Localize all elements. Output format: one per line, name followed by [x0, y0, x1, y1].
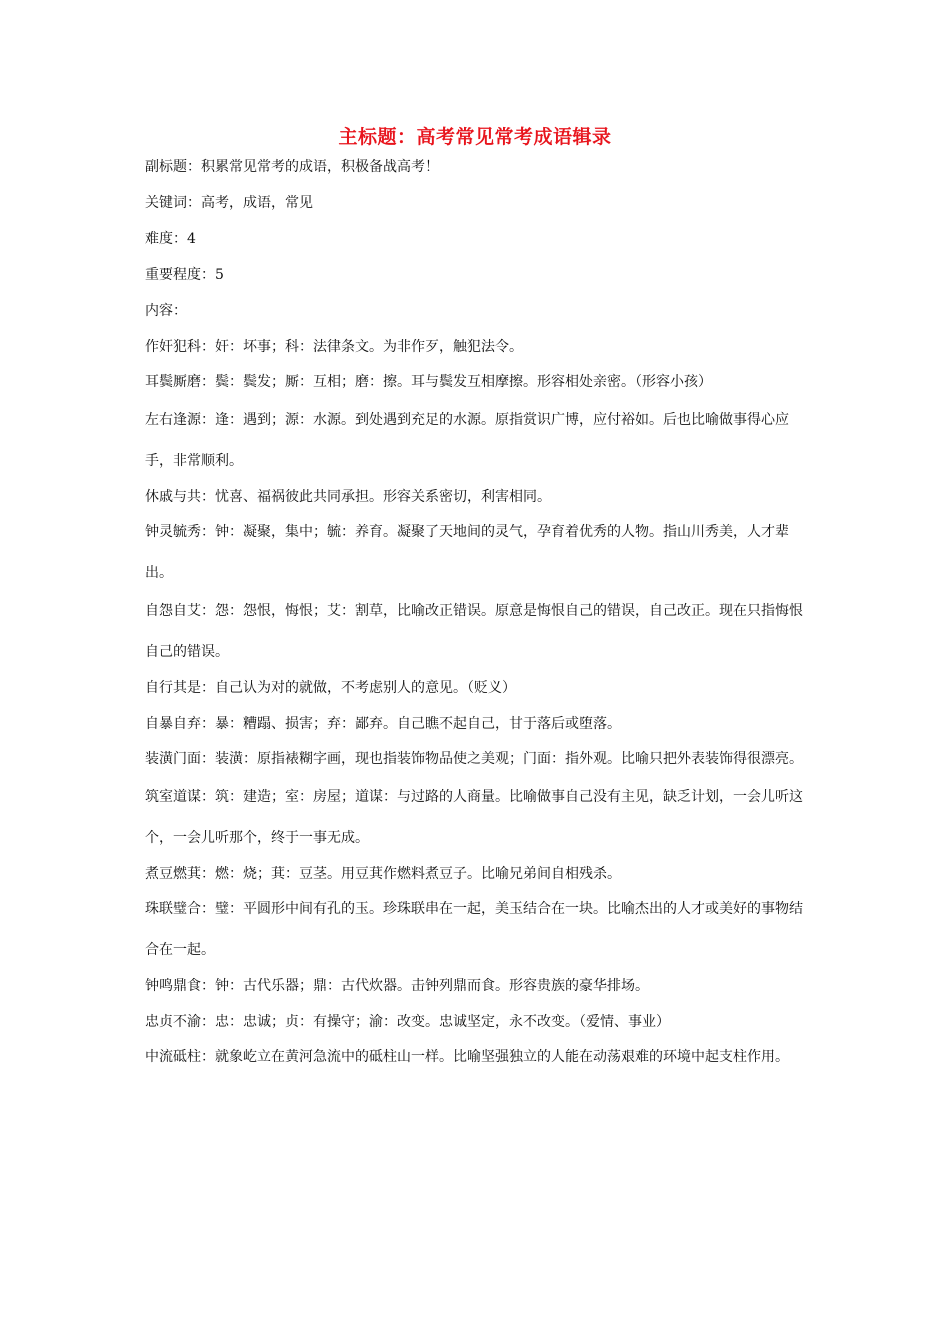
subtitle: 副标题：积累常见常考的成语，积极备战高考！ — [145, 159, 439, 175]
keywords: 关键词：高考，成语，常见 — [145, 195, 313, 211]
idiom-entry: 左右逢源：逢：遇到；源：水源。到处遇到充足的水源。原指赏识广博，应付裕如。后也比喻做事得心应手，非常顺利。 — [145, 412, 789, 469]
idiom-entry: 自怨自艾：怨：怨恨，悔恨；艾：割草，比喻改正错误。原意是悔恨自己的错误，自己改正。现在只指悔恨自己的错误。 — [145, 603, 803, 660]
idiom-entry: 珠联璧合：璧：平圆形中间有孔的玉。珍珠联串在一起，美玉结合在一块。比喻杰出的人才或美好的事物结合在一起。 — [145, 901, 803, 958]
idiom-entry: 耳鬓厮磨：鬓：鬓发；厮：互相；磨：擦。耳与鬓发互相摩擦。形容相处亲密。（形容小孩） — [145, 374, 712, 390]
idiom-entry: 钟灵毓秀：钟：凝聚，集中；毓：养育。凝聚了天地间的灵气，孕育着优秀的人物。指山川秀美，人才辈出。 — [145, 524, 789, 581]
idiom-entry: 钟鸣鼎食：钟：古代乐器；鼎：古代炊器。击钟列鼎而食。形容贵族的豪华排场。 — [145, 978, 649, 994]
idiom-entry: 自行其是：自己认为对的就做，不考虑别人的意见。（贬义） — [145, 680, 516, 696]
idiom-entry: 中流砥柱：就象屹立在黄河急流中的砥柱山一样。比喻坚强独立的人能在动荡艰难的环境中起支柱作用。 — [145, 1049, 789, 1065]
content-label: 内容： — [145, 303, 187, 319]
idiom-entry: 休戚与共：忧喜、福祸彼此共同承担。形容关系密切，利害相同。 — [145, 489, 551, 505]
idiom-entry: 忠贞不渝：忠：忠诚；贞：有操守；渝：改变。忠诚坚定，永不改变。（爱情、事业） — [145, 1014, 670, 1030]
main-title: 主标题：高考常见常考成语辑录 — [338, 126, 612, 148]
idiom-entry: 作奸犯科：奸：坏事；科：法律条文。为非作歹，触犯法令。 — [145, 339, 523, 355]
difficulty: 难度：4 — [145, 231, 196, 247]
idiom-entry: 自暴自弃：暴：糟蹋、损害；弃：鄙弃。自己瞧不起自己，甘于落后或堕落。 — [145, 716, 621, 732]
document-body — [145, 149, 805, 1075]
idiom-entry: 装潢门面：装潢：原指裱糊字画，现也指装饰物品使之美观；门面：指外观。比喻只把外表装饰得很漂亮。 — [145, 751, 803, 767]
idiom-entry: 筑室道谋：筑：建造；室：房屋；道谋：与过路的人商量。比喻做事自己没有主见，缺乏计划，一会儿听这个，一会儿听那个，终于一事无成。 — [145, 789, 803, 846]
idiom-entry: 煮豆燃萁：燃：烧；萁：豆茎。用豆萁作燃料煮豆子。比喻兄弟间自相残杀。 — [145, 866, 621, 882]
importance: 重要程度：5 — [145, 267, 224, 283]
